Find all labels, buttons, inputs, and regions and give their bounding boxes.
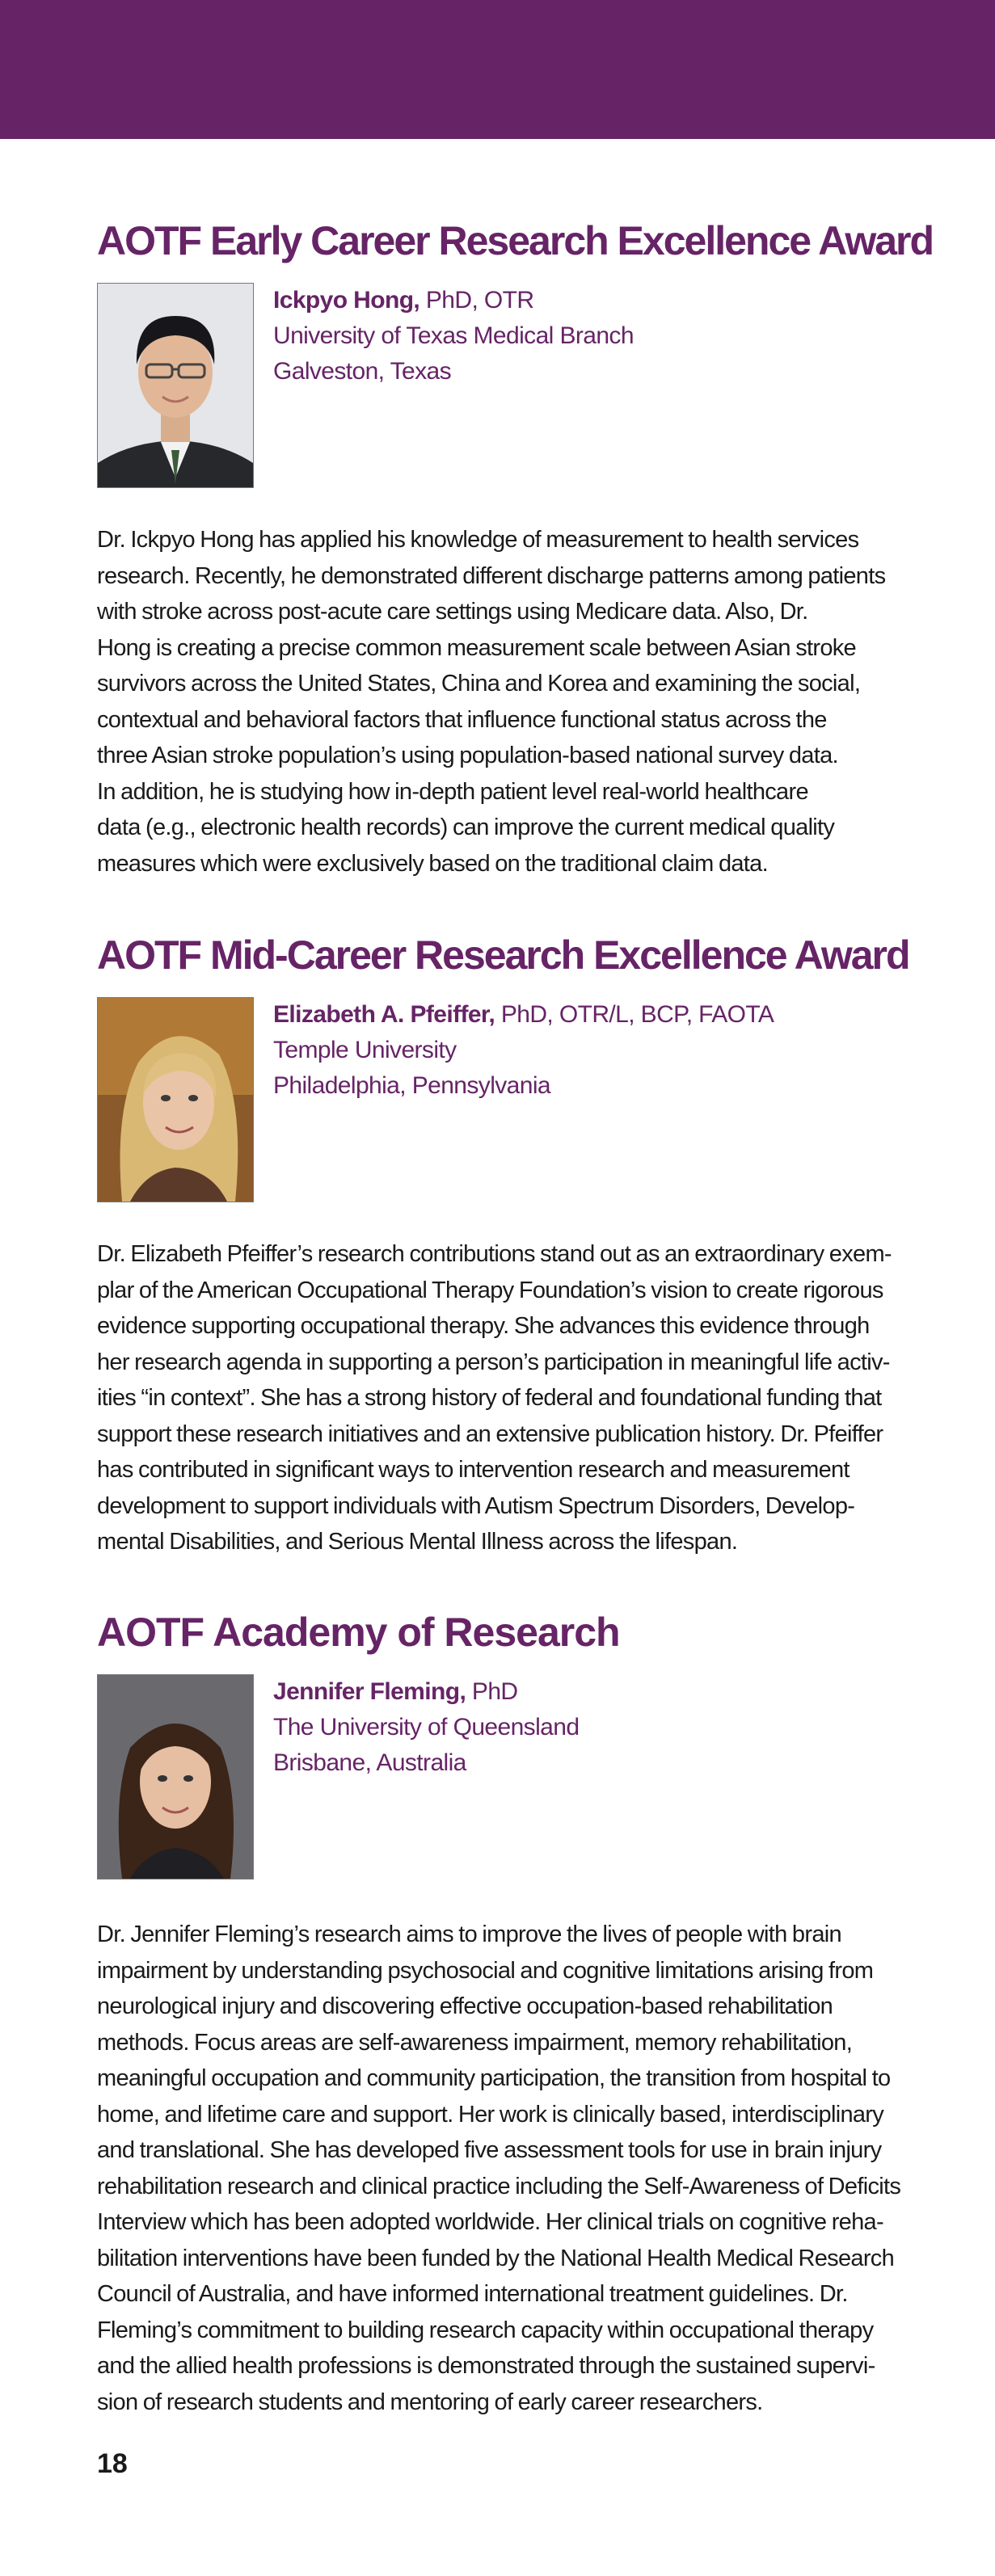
bio-line: Council of Australia, and have informed international treatment guidelines. Dr. <box>97 2281 848 2307</box>
bio-line: rehabilitation research and clinical practice including the Self-Awareness of Deficits <box>97 2173 901 2199</box>
bio-line: impairment by understanding psychosocial and cognitive limitations arising from <box>97 1957 874 1984</box>
awardee-bio <box>97 522 905 882</box>
section-title: AOTF Academy of Research <box>97 1610 620 1655</box>
bio-line: plar of the American Occupational Therapy Foundation’s vision to create rigorous <box>97 1277 883 1303</box>
awardee-name-line <box>273 283 634 318</box>
awardee-card <box>97 283 905 490</box>
awardee-bio <box>97 1236 905 1560</box>
awardee-info <box>273 283 634 389</box>
bio-line: data (e.g., electronic health records) can improve the current medical quality <box>97 814 835 840</box>
portrait-photo-ickpyo-hong <box>97 283 254 488</box>
bio-line: neurological injury and discovering effective occupation-based rehabilitation <box>97 1993 833 2019</box>
awardee-card <box>97 997 905 1204</box>
bio-line: bilitation interventions have been funded by the National Health Medical Research <box>97 2245 895 2271</box>
bio-line: evidence supporting occupational therapy. She advances this evidence through <box>97 1313 870 1339</box>
bio-line: contextual and behavioral factors that influence functional status across the <box>97 706 827 733</box>
awardee-name: Jennifer Fleming, <box>273 1678 466 1705</box>
bio-line: with stroke across post-acute care settings using Medicare data. Also, Dr. <box>97 599 808 625</box>
portrait-photo-elizabeth-pfeiffer <box>97 997 254 1202</box>
awardee-info <box>273 997 774 1104</box>
awardee-name: Ickpyo Hong, <box>273 287 420 314</box>
portrait-elizabeth-pfeiffer-image <box>98 998 253 1202</box>
bio-line: Fleming’s commitment to building research capacity within occupational therapy <box>97 2317 874 2343</box>
awardee-card <box>97 1674 905 1881</box>
bio-line: home, and lifetime care and support. Her work is clinically based, interdisciplinary <box>97 2101 884 2128</box>
awardee-location: Brisbane, Australia <box>273 1749 466 1776</box>
awardee-name-line <box>273 1674 579 1710</box>
section-mid-career-award <box>97 931 909 1560</box>
portrait-photo-jennifer-fleming <box>97 1674 254 1879</box>
bio-line: development to support individuals with Autism Spectrum Disorders, Develop- <box>97 1492 855 1519</box>
bio-line: Dr. Elizabeth Pfeiffer’s research contributions stand out as an extraordinary exem- <box>97 1241 892 1267</box>
portrait-ickpyo-hong-image <box>98 284 253 487</box>
bio-line: Hong is creating a precise common measurement scale between Asian stroke <box>97 634 856 661</box>
awardee-credentials: PhD, OTR/L, BCP, FAOTA <box>495 1001 774 1028</box>
section-academy-of-research <box>97 1608 905 2420</box>
portrait-jennifer-fleming-image <box>98 1675 253 1879</box>
awardee-location: Philadelphia, Pennsylvania <box>273 1072 550 1099</box>
awardee-institution: University of Texas Medical Branch <box>273 322 634 349</box>
awardee-credentials: PhD, OTR <box>420 287 534 314</box>
bio-line: ities “in context”. She has a strong history of federal and foundational funding that <box>97 1385 882 1411</box>
bio-line: Dr. Ickpyo Hong has applied his knowledge of measurement to health services <box>97 527 859 553</box>
bio-line: and the allied health professions is demonstrated through the sustained supervi- <box>97 2353 875 2379</box>
bio-line: sion of research students and mentoring of early career researchers. <box>97 2389 763 2415</box>
bio-line: Dr. Jennifer Fleming’s research aims to improve the lives of people with brain <box>97 1921 841 1947</box>
awardee-name: Elizabeth A. Pfeiffer, <box>273 1001 495 1028</box>
page-number: 18 <box>97 2448 128 2479</box>
awardee-info <box>273 1674 579 1781</box>
bio-line: research. Recently, he demonstrated different discharge patterns among patients <box>97 562 886 589</box>
bio-line: support these research initiatives and an extensive publication history. Dr. Pfeiffer <box>97 1421 883 1447</box>
bio-line: methods. Focus areas are self-awareness impairment, memory rehabilitation, <box>97 2029 853 2056</box>
section-title: AOTF Early Career Research Excellence Award <box>97 218 934 263</box>
awardee-credentials: PhD <box>466 1678 518 1705</box>
header-band <box>0 0 995 139</box>
awardee-bio <box>97 1917 905 2420</box>
bio-line: mental Disabilities, and Serious Mental Illness across the lifespan. <box>97 1529 738 1555</box>
bio-line: survivors across the United States, China and Korea and examining the social, <box>97 671 861 697</box>
section-title: AOTF Mid-Career Research Excellence Award <box>97 932 909 978</box>
bio-line: measures which were exclusively based on the traditional claim data. <box>97 850 768 877</box>
awardee-name-line <box>273 997 774 1033</box>
awardee-institution: Temple University <box>273 1037 457 1063</box>
bio-line: meaningful occupation and community participation, the transition from hospital to <box>97 2065 891 2091</box>
bio-line: three Asian stroke population’s using population-based national survey data. <box>97 743 838 768</box>
awardee-institution: The University of Queensland <box>273 1714 580 1740</box>
bio-line: In addition, he is studying how in-depth patient level real-world healthcare <box>97 778 808 805</box>
bio-line: has contributed in significant ways to intervention research and measurement <box>97 1457 850 1483</box>
section-early-career-award <box>97 217 934 882</box>
bio-line: Interview which has been adopted worldwide. Her clinical trials on cognitive reha- <box>97 2209 883 2235</box>
bio-line: her research agenda in supporting a person’s participation in meaningful life activ- <box>97 1349 890 1375</box>
bio-line: and translational. She has developed five assessment tools for use in brain injury <box>97 2137 882 2163</box>
awardee-location: Galveston, Texas <box>273 358 451 385</box>
